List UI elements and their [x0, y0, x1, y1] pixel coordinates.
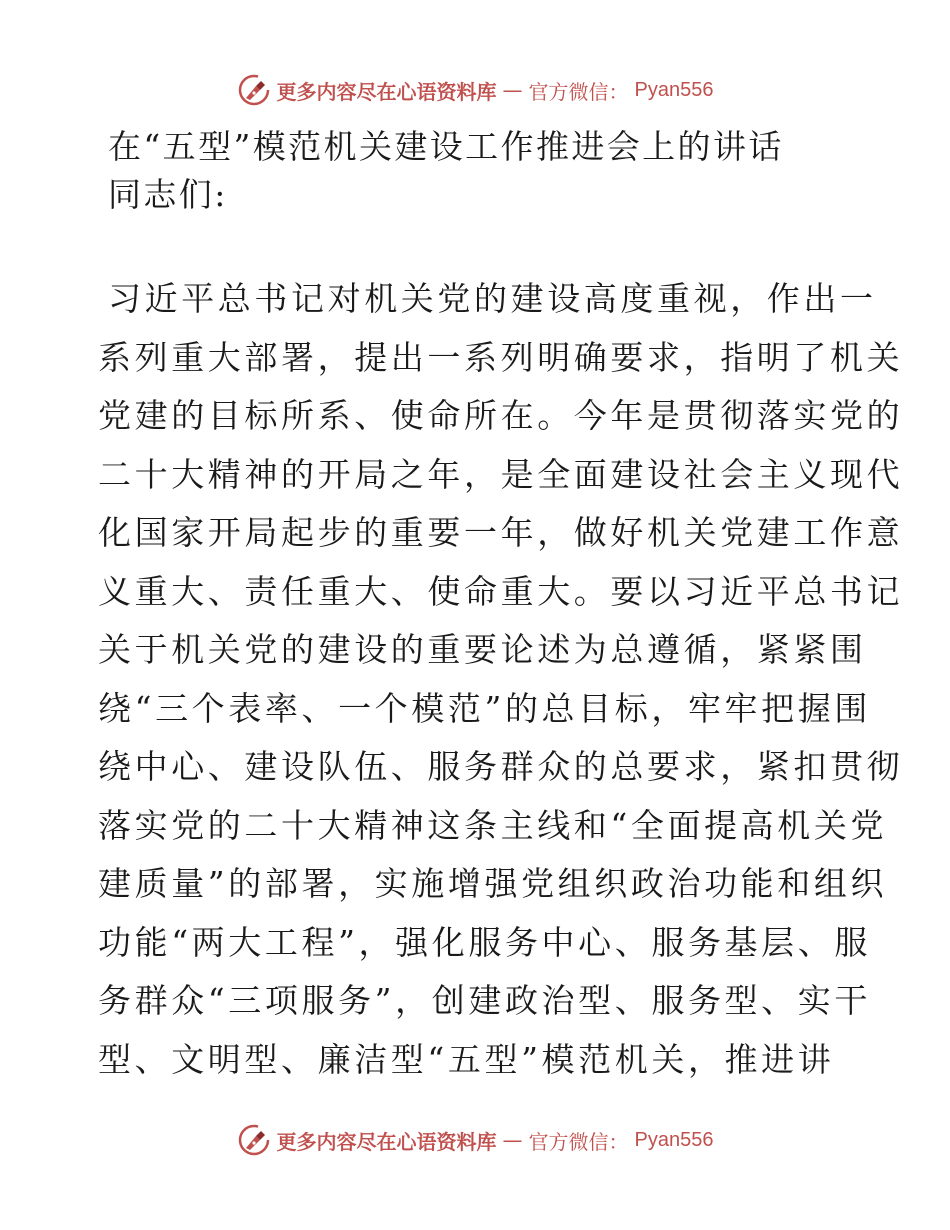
banner-brand-text: 更多内容尽在心语资料库	[276, 79, 497, 104]
body-line: 关于机关党的建设的重要论述为总遵循，紧紧围	[98, 630, 867, 669]
footer-banner	[0, 1120, 950, 1160]
pen-nib-logo-icon	[237, 1123, 271, 1157]
banner-wechat-label: 官方微信：	[528, 79, 629, 104]
speech-body	[98, 276, 904, 1095]
body-line: 功能“两大工程”，强化服务中心、服务基层、服	[98, 922, 871, 962]
banner-wechat-handle: Pyan556	[634, 1128, 714, 1151]
body-line: 党建的目标所系、使命所在。今年是贯彻落实党的	[98, 396, 904, 435]
body-line: 二十大精神的开局之年，是全面建设社会主义现代	[98, 454, 904, 494]
banner-wechat-handle: Pyan556	[634, 78, 714, 101]
document-title: 在“五型”模范机关建设工作推进会上的讲话	[108, 127, 784, 166]
body-line: 化国家开局起步的重要一年，做好机关党建工作意	[98, 513, 904, 552]
banner-brand-text: 更多内容尽在心语资料库	[276, 1129, 497, 1154]
body-line: 建质量”的部署，实施增强党组织政治功能和组织	[98, 864, 888, 903]
banner-dash: —	[502, 78, 523, 102]
header-banner	[0, 70, 950, 110]
body-line: 务群众“三项服务”，创建政治型、服务型、实干	[98, 981, 871, 1020]
body-line: 系列重大部署，提出一系列明确要求，指明了机关	[98, 337, 904, 377]
body-line: 绕“三个表率、一个模范”的总目标，牢牢把握围	[98, 688, 871, 728]
body-line: 习近平总书记对机关党的建设高度重视，作出一	[108, 279, 877, 318]
body-line: 落实党的二十大精神这条主线和“全面提高机关党	[98, 805, 888, 845]
salutation: 同志们:	[108, 175, 228, 214]
body-line: 型、文明型、廉洁型“五型”模范机关，推进讲	[98, 1039, 835, 1079]
pen-nib-logo-icon	[237, 73, 271, 107]
banner-dash: —	[502, 1128, 523, 1152]
body-line: 绕中心、建设队伍、服务群众的总要求，紧扣贯彻	[98, 747, 904, 786]
banner-wechat-label: 官方微信：	[528, 1129, 629, 1154]
body-line: 义重大、责任重大、使命重大。要以习近平总书记	[98, 571, 904, 611]
